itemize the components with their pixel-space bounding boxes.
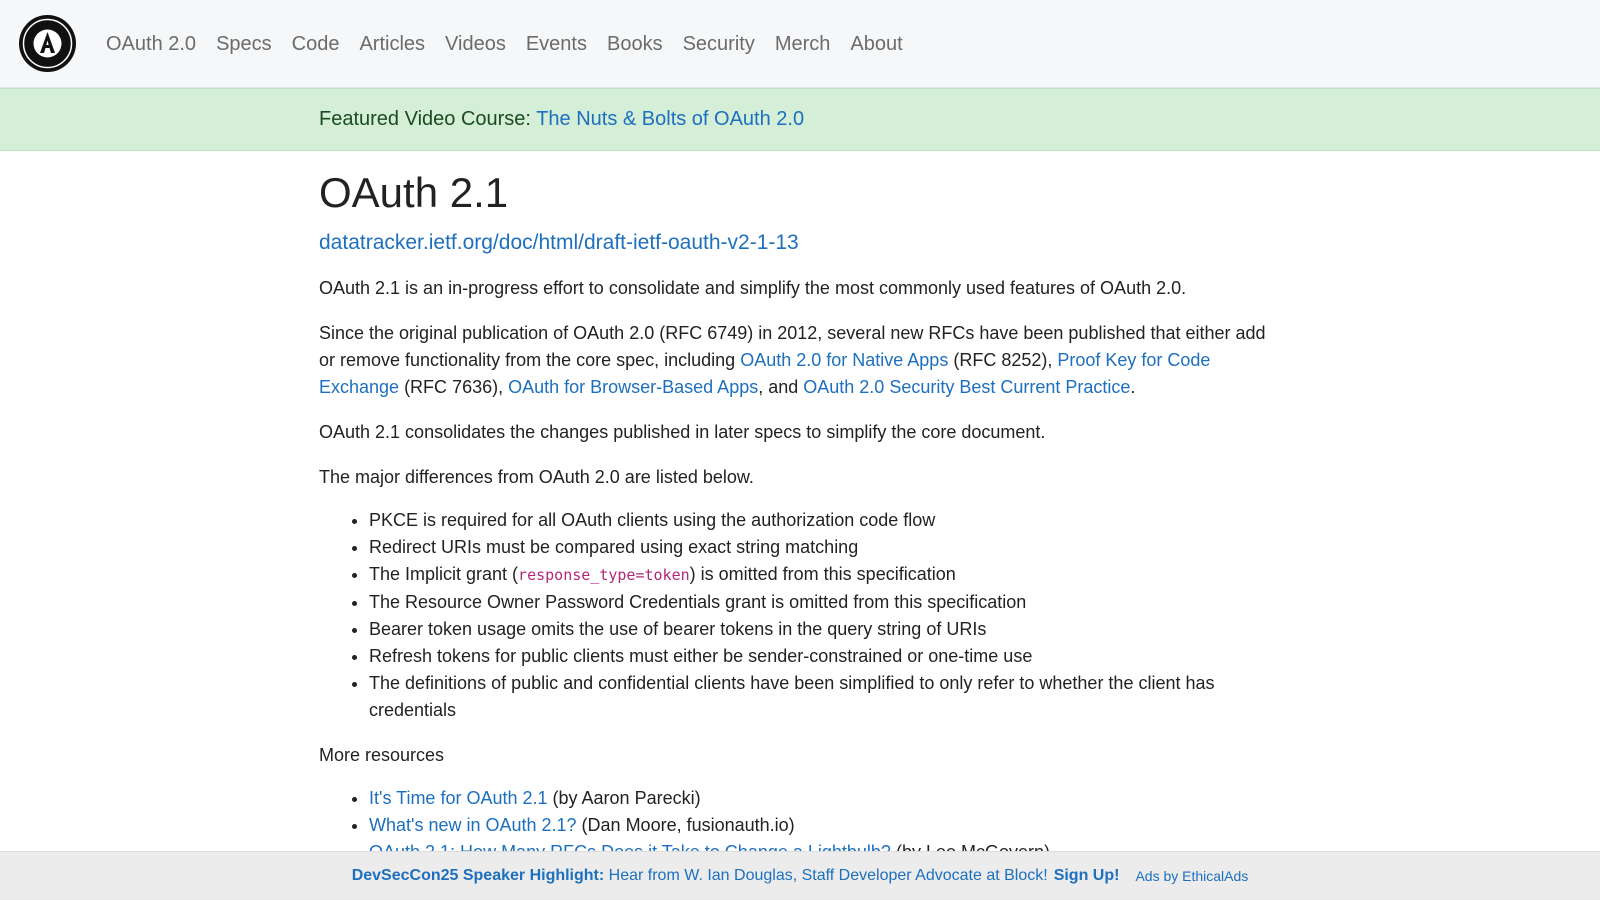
nav-articles[interactable]: Articles bbox=[359, 32, 426, 55]
spec-link[interactable]: datatracker.ietf.org/doc/html/draft-ietf-oauth-v2-1-13 bbox=[319, 231, 799, 254]
nav-videos[interactable]: Videos bbox=[445, 32, 506, 55]
differences-intro: The major differences from OAuth 2.0 are listed below. bbox=[319, 467, 754, 487]
intro-paragraph: OAuth 2.1 is an in-progress effort to consolidate and simplify the most commonly used features of OAuth 2.0. bbox=[319, 278, 1187, 298]
more-resources-title: More resources bbox=[319, 745, 445, 765]
implicit-text-pre: The Implicit grant ( bbox=[369, 564, 519, 584]
resource-author: (Dan Moore, fusionauth.io) bbox=[576, 815, 795, 835]
ethical-ads-bar bbox=[0, 851, 1600, 900]
nav-code[interactable]: Code bbox=[291, 32, 340, 55]
ad-link[interactable] bbox=[352, 867, 1048, 885]
list-item: • Redirect URIs must be compared using exact string matching bbox=[369, 534, 1279, 561]
history-text-2: (RFC 8252), bbox=[948, 350, 1058, 370]
resource-author: (by Aaron Parecki) bbox=[547, 788, 701, 808]
nav-about[interactable]: About bbox=[850, 32, 903, 55]
featured-prefix: Featured Video Course: bbox=[319, 108, 531, 130]
nav-books[interactable]: Books bbox=[607, 32, 663, 55]
list-item bbox=[369, 785, 1279, 812]
pkce-link[interactable]: Proof Key for Code Exchange bbox=[319, 350, 1211, 397]
nav-security[interactable]: Security bbox=[682, 32, 755, 55]
list-item: • The Resource Owner Password Credentials grant is omitted from this specification bbox=[369, 589, 1279, 616]
ad-signup-button[interactable]: Sign Up! bbox=[1053, 867, 1120, 884]
native-apps-link[interactable]: OAuth 2.0 for Native Apps bbox=[740, 350, 949, 370]
resource-link[interactable]: It's Time for OAuth 2.1 bbox=[369, 788, 548, 808]
history-text-3: (RFC 7636), bbox=[399, 377, 509, 397]
ad-text: Hear from W. Ian Douglas, Staff Developer Advocate at Block! bbox=[604, 867, 1048, 884]
nav-specs[interactable]: Specs bbox=[216, 32, 272, 55]
oauth-logo-graphic bbox=[21, 17, 74, 70]
list-item: • The definitions of public and confidential clients have been simplified to only refer to whether the client has credentials bbox=[369, 670, 1279, 724]
differences-list bbox=[319, 507, 1279, 724]
consolidates-paragraph: OAuth 2.1 consolidates the changes published in later specs to simplify the core document. bbox=[319, 422, 1046, 442]
nav-oauth2[interactable]: OAuth 2.0 bbox=[106, 32, 197, 55]
list-item: • PKCE is required for all OAuth clients using the authorization code flow bbox=[369, 507, 1279, 534]
history-text-5: . bbox=[1130, 377, 1136, 397]
response-type-code: response_type=token bbox=[518, 566, 690, 584]
security-bcp-link[interactable]: OAuth 2.0 Security Best Current Practice bbox=[803, 377, 1131, 397]
main-menu bbox=[106, 0, 903, 88]
featured-banner bbox=[0, 88, 1600, 151]
list-item: • Refresh tokens for public clients must either be sender-constrained or one-time use bbox=[369, 643, 1279, 670]
history-text-4: , and bbox=[758, 377, 804, 397]
list-item bbox=[369, 812, 1279, 839]
resource-link[interactable]: What's new in OAuth 2.1? bbox=[369, 815, 577, 835]
nav-events[interactable]: Events bbox=[525, 32, 587, 55]
main-content bbox=[319, 152, 1279, 866]
page-title: OAuth 2.1 bbox=[319, 169, 509, 216]
history-text-1: Since the original publication of OAuth 2.0 (RFC 6749) in 2012, several new RFCs have been published that either add or remove functionality from the core spec, including bbox=[319, 323, 1266, 370]
list-item bbox=[369, 561, 1279, 589]
list-item: • Bearer token usage omits the use of bearer tokens in the query string of URIs bbox=[369, 616, 1279, 643]
featured-text bbox=[319, 108, 804, 131]
browser-apps-link[interactable]: OAuth for Browser-Based Apps bbox=[508, 377, 759, 397]
top-navbar bbox=[0, 0, 1600, 88]
ads-by-ethicalads-link[interactable]: Ads by EthicalAds bbox=[1135, 868, 1249, 884]
ad-title: DevSecCon25 Speaker Highlight: bbox=[351, 867, 605, 884]
oauth-logo-icon[interactable] bbox=[19, 15, 76, 72]
history-paragraph bbox=[319, 320, 1279, 401]
featured-course-link[interactable]: The Nuts & Bolts of OAuth 2.0 bbox=[536, 108, 805, 130]
implicit-text-post: ) is omitted from this specification bbox=[689, 564, 956, 584]
nav-merch[interactable]: Merch bbox=[774, 32, 831, 55]
